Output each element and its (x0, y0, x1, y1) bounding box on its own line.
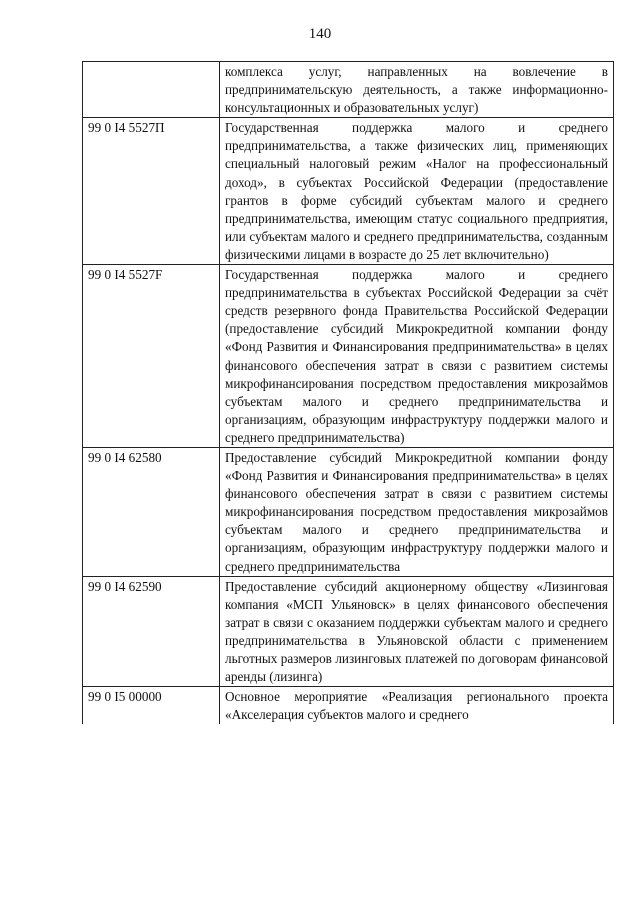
row-code: 99 0 I4 5527П (83, 118, 220, 265)
page-number: 140 (308, 26, 332, 42)
row-description: комплекса услуг, направленных на вовлечение в предпринимательскую деятельность, а также информационно-консультационных и образовательных услуг) (220, 62, 614, 118)
row-code (83, 62, 220, 118)
table-row (83, 687, 614, 725)
row-description: Предоставление субсидий Микрокредитной компании фонду «Фонд Развития и Финансирования предпринимательства» в целях финансового обеспечения затрат в связи с развитием системы микрофинансирования посредством предоставления микрозаймов субъектам малого и среднего предпринимательства и организациям, образующим инфраструктуру поддержки малого и среднего предпринимательства (220, 447, 614, 576)
row-code: 99 0 I4 62590 (83, 576, 220, 687)
table-row (83, 447, 614, 576)
row-code: 99 0 I4 62580 (83, 447, 220, 576)
table-row (83, 576, 614, 687)
row-code: 99 0 I5 00000 (83, 687, 220, 725)
row-description-text: Основное мероприятие «Реализация регионального проекта «Акселерация субъектов малого и среднего (225, 689, 608, 723)
table-row (83, 118, 614, 265)
row-description-truncated (220, 687, 614, 725)
row-description: Предоставление субсидий акционерному обществу «Лизинговая компания «МСП Ульяновск» в целях финансового обеспечения затрат в связи с оказанием поддержки субъектам малого и среднего предпринимательства в Ульяновской области с применением льготных размеров лизинговых платежей по договорам финансовой аренды (лизинга) (220, 576, 614, 687)
table-row (83, 265, 614, 448)
row-description: Государственная поддержка малого и среднего предпринимательства в субъектах Российской Федерации за счёт средств резервного фонда Правительства Российской Федерации (предоставление субсидий Микрокредитной компании фонду «Фонд Развития и Финансирования предпринимательства» в целях финансового обеспечения затрат в связи с развитием системы микрофинансирования посредством предоставления микрозаймов субъектам малого и среднего предпринимательства и организациям, образующим инфраструктуру поддержки малого и среднего предпринимательства) (220, 265, 614, 448)
row-code: 99 0 I4 5527F (83, 265, 220, 448)
row-description: Государственная поддержка малого и среднего предпринимательства, а также физических лиц, применяющих специальный налоговый режим «Налог на профессиональный доход», в субъектах Российской Федерации (предоставление грантов в форме субсидий субъектам малого и среднего предпринимательства, имеющим статус социального предприятия, или субъектам малого и среднего предпринимательства, созданным физическими лицами в возрасте до 25 лет включительно) (220, 118, 614, 265)
budget-code-table (82, 61, 614, 724)
table-row (83, 62, 614, 118)
